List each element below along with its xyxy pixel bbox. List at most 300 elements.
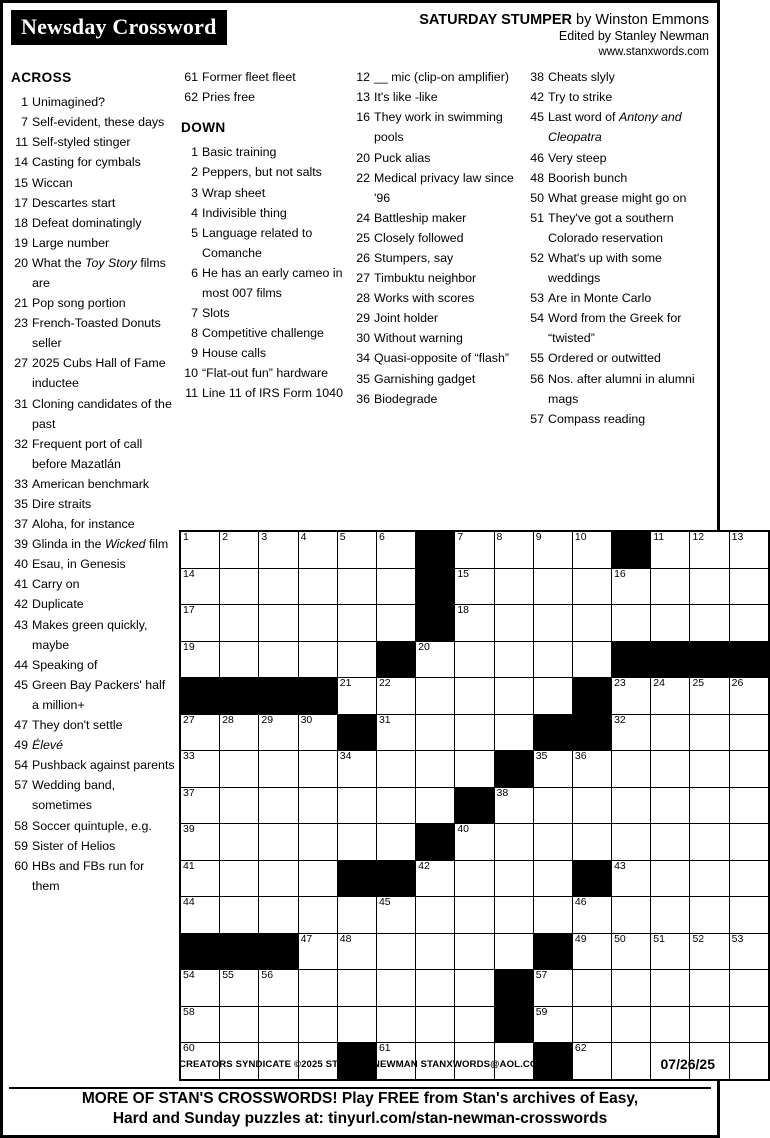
clue-item[interactable] — [11, 836, 175, 856]
grid-cell[interactable] — [337, 678, 376, 715]
grid-cell[interactable] — [651, 678, 690, 715]
grid-cell[interactable] — [298, 860, 337, 897]
grid-cell[interactable] — [729, 531, 769, 568]
clue-item[interactable] — [11, 253, 175, 293]
clue-item[interactable] — [11, 92, 175, 112]
grid-cell[interactable] — [220, 824, 259, 861]
grid-cell[interactable] — [651, 531, 690, 568]
clue-number: 42 — [14, 597, 28, 612]
clue-item[interactable] — [527, 369, 705, 409]
grid-cell[interactable] — [298, 751, 337, 788]
grid-cell[interactable] — [612, 897, 651, 934]
clue-text: Green Bay Packers' half a million+ — [32, 677, 166, 712]
grid-cell[interactable] — [572, 531, 611, 568]
clue-item[interactable] — [11, 353, 175, 393]
grid-cell[interactable] — [729, 678, 769, 715]
grid-cell[interactable] — [220, 1006, 259, 1043]
grid-cell[interactable] — [259, 605, 298, 642]
grid-cell[interactable] — [455, 751, 494, 788]
clue-item[interactable] — [353, 228, 521, 248]
grid-cell[interactable] — [612, 678, 651, 715]
grid-cell-number: 55 — [222, 969, 234, 981]
grid-cell[interactable] — [298, 787, 337, 824]
clue-item[interactable] — [527, 348, 705, 368]
grid-cell[interactable] — [298, 641, 337, 678]
grid-cell[interactable] — [298, 970, 337, 1007]
grid-cell[interactable] — [612, 860, 651, 897]
grid-cell[interactable] — [494, 897, 533, 934]
grid-cell[interactable] — [416, 714, 455, 751]
clue-item[interactable] — [353, 288, 521, 308]
grid-cell[interactable] — [220, 568, 259, 605]
clue-item[interactable] — [527, 409, 705, 429]
clue-item[interactable] — [11, 675, 175, 715]
grid-cell[interactable] — [572, 605, 611, 642]
clue-number: 29 — [356, 311, 370, 326]
grid-cell[interactable] — [376, 568, 415, 605]
grid-cell[interactable] — [729, 751, 769, 788]
grid-cell[interactable] — [376, 933, 415, 970]
masthead-title: Newsday Crossword — [11, 10, 227, 45]
clue-item[interactable] — [353, 148, 521, 168]
grid-cell[interactable] — [259, 860, 298, 897]
grid-cell[interactable] — [729, 605, 769, 642]
grid-cell[interactable] — [533, 860, 572, 897]
grid-row — [180, 678, 769, 715]
grid-cell[interactable] — [220, 897, 259, 934]
clue-text: Wiccan — [32, 175, 73, 190]
grid-cell[interactable] — [259, 714, 298, 751]
grid-cell[interactable] — [690, 531, 729, 568]
grid-cell[interactable] — [376, 1006, 415, 1043]
clue-item[interactable] — [11, 534, 175, 554]
clue-item[interactable] — [181, 162, 347, 182]
clue-item[interactable] — [353, 328, 521, 348]
grid-cell[interactable] — [180, 787, 220, 824]
grid-cell[interactable] — [729, 787, 769, 824]
grid-cell[interactable] — [729, 824, 769, 861]
clue-item[interactable] — [11, 494, 175, 514]
grid-cell[interactable] — [180, 897, 220, 934]
grid-cell[interactable] — [376, 970, 415, 1007]
grid-cell[interactable] — [220, 860, 259, 897]
grid-cell[interactable] — [572, 897, 611, 934]
grid-cell[interactable] — [612, 605, 651, 642]
clue-text: House calls — [202, 346, 267, 361]
grid-block — [494, 1006, 533, 1043]
grid-cell[interactable] — [337, 897, 376, 934]
grid-cell[interactable] — [533, 751, 572, 788]
clue-text: They don't settle — [32, 718, 123, 733]
grid-cell[interactable] — [651, 860, 690, 897]
grid-row — [180, 568, 769, 605]
grid-cell[interactable] — [651, 787, 690, 824]
grid-cell[interactable] — [690, 751, 729, 788]
grid-cell[interactable] — [337, 605, 376, 642]
grid-cell[interactable] — [416, 860, 455, 897]
clue-text: Dire straits — [32, 497, 92, 512]
crossword-grid-wrapper[interactable] — [179, 530, 744, 1081]
grid-cell[interactable] — [572, 787, 611, 824]
grid-cell[interactable] — [416, 787, 455, 824]
grid-cell[interactable] — [533, 1006, 572, 1043]
grid-cell[interactable] — [651, 605, 690, 642]
grid-cell-number: 2 — [222, 531, 229, 543]
grid-cell[interactable] — [572, 824, 611, 861]
grid-cell[interactable] — [651, 824, 690, 861]
grid-cell[interactable] — [494, 824, 533, 861]
clue-text: Self-evident, these days — [32, 115, 165, 130]
clue-item[interactable] — [527, 67, 705, 87]
clue-item[interactable] — [353, 208, 521, 228]
grid-cell[interactable] — [533, 641, 572, 678]
grid-cell[interactable] — [298, 933, 337, 970]
grid-cell[interactable] — [572, 970, 611, 1007]
clue-item[interactable] — [181, 223, 347, 263]
grid-cell[interactable] — [298, 1006, 337, 1043]
grid-cell[interactable] — [494, 678, 533, 715]
grid-cell[interactable] — [612, 933, 651, 970]
grid-cell[interactable] — [259, 824, 298, 861]
clue-item[interactable] — [11, 112, 175, 132]
grid-cell[interactable] — [455, 897, 494, 934]
clue-item[interactable] — [11, 173, 175, 193]
grid-cell[interactable] — [416, 641, 455, 678]
grid-cell[interactable] — [651, 751, 690, 788]
down-heading: DOWN — [181, 120, 226, 136]
clue-text: Indivisible thing — [202, 205, 287, 220]
clue-item[interactable] — [527, 248, 705, 288]
clue-number: 45 — [530, 110, 544, 125]
grid-cell[interactable] — [337, 641, 376, 678]
grid-cell[interactable] — [180, 970, 220, 1007]
clue-item[interactable] — [11, 313, 175, 353]
grid-cell[interactable] — [612, 714, 651, 751]
grid-cell[interactable] — [690, 787, 729, 824]
grid-cell[interactable] — [455, 860, 494, 897]
grid-cell[interactable] — [376, 897, 415, 934]
clue-number: 11 — [15, 135, 28, 150]
clue-item[interactable] — [353, 248, 521, 268]
clue-text: Peppers, but not salts — [202, 165, 322, 180]
clue-item[interactable] — [353, 107, 521, 147]
clue-number: 34 — [356, 351, 370, 366]
grid-cell[interactable] — [690, 678, 729, 715]
clue-item[interactable] — [11, 554, 175, 574]
grid-cell[interactable] — [729, 568, 769, 605]
grid-cell[interactable] — [494, 568, 533, 605]
grid-cell[interactable] — [455, 641, 494, 678]
grid-cell[interactable] — [337, 531, 376, 568]
clue-item[interactable] — [11, 193, 175, 213]
clue-number: 32 — [14, 436, 28, 451]
grid-cell[interactable] — [220, 787, 259, 824]
clue-item[interactable] — [527, 107, 705, 147]
grid-cell[interactable] — [455, 824, 494, 861]
clue-item[interactable] — [353, 348, 521, 368]
grid-cell[interactable] — [651, 568, 690, 605]
grid-cell[interactable] — [455, 568, 494, 605]
clue-item[interactable] — [181, 87, 347, 107]
grid-cell[interactable] — [455, 605, 494, 642]
grid-cell[interactable] — [220, 531, 259, 568]
grid-cell[interactable] — [298, 605, 337, 642]
grid-cell[interactable] — [220, 751, 259, 788]
grid-cell[interactable] — [455, 714, 494, 751]
grid-cell[interactable] — [376, 678, 415, 715]
grid-cell[interactable] — [494, 605, 533, 642]
grid-cell[interactable] — [220, 970, 259, 1007]
grid-cell[interactable] — [455, 1006, 494, 1043]
grid-cell[interactable] — [612, 787, 651, 824]
clue-text: Wrap sheet — [202, 185, 266, 200]
grid-cell[interactable] — [612, 824, 651, 861]
grid-cell[interactable] — [533, 824, 572, 861]
clue-text: Large number — [32, 235, 110, 250]
grid-cell[interactable] — [651, 970, 690, 1007]
grid-cell[interactable] — [572, 1006, 611, 1043]
clue-item[interactable] — [11, 594, 175, 614]
grid-cell[interactable] — [690, 714, 729, 751]
clue-item[interactable] — [527, 308, 705, 348]
grid-cell[interactable] — [376, 751, 415, 788]
grid-cell[interactable] — [259, 1006, 298, 1043]
down-clue-list-part3 — [527, 67, 705, 429]
clue-item[interactable] — [11, 755, 175, 775]
clue-item[interactable] — [11, 213, 175, 233]
grid-cell[interactable] — [455, 933, 494, 970]
grid-cell[interactable] — [337, 824, 376, 861]
grid-cell[interactable] — [533, 787, 572, 824]
grid-cell[interactable] — [572, 568, 611, 605]
grid-cell[interactable] — [533, 531, 572, 568]
grid-cell[interactable] — [533, 605, 572, 642]
grid-cell[interactable] — [180, 641, 220, 678]
grid-cell[interactable] — [651, 933, 690, 970]
grid-cell[interactable] — [533, 678, 572, 715]
grid-cell[interactable] — [690, 1006, 729, 1043]
grid-cell[interactable] — [259, 897, 298, 934]
grid-cell[interactable] — [416, 1006, 455, 1043]
clue-item[interactable] — [353, 168, 521, 208]
clue-item[interactable] — [527, 288, 705, 308]
grid-cell-number: 28 — [222, 713, 234, 726]
grid-cell[interactable] — [455, 970, 494, 1007]
clue-item[interactable] — [353, 308, 521, 328]
grid-cell[interactable] — [651, 714, 690, 751]
grid-cell[interactable] — [180, 531, 220, 568]
clue-item[interactable] — [527, 188, 705, 208]
grid-cell[interactable] — [690, 605, 729, 642]
clue-item[interactable] — [181, 67, 347, 87]
grid-cell[interactable] — [612, 751, 651, 788]
grid-cell[interactable] — [259, 568, 298, 605]
clue-item[interactable] — [181, 303, 347, 323]
grid-cell[interactable] — [337, 787, 376, 824]
clue-item[interactable] — [11, 856, 175, 896]
clue-item[interactable] — [353, 87, 521, 107]
grid-cell[interactable] — [337, 933, 376, 970]
grid-cell[interactable] — [337, 751, 376, 788]
grid-cell[interactable] — [533, 897, 572, 934]
grid-cell[interactable] — [690, 933, 729, 970]
grid-cell[interactable] — [572, 751, 611, 788]
grid-cell[interactable] — [180, 824, 220, 861]
grid-row — [180, 531, 769, 568]
grid-cell[interactable] — [494, 933, 533, 970]
clue-item[interactable] — [11, 816, 175, 836]
grid-cell[interactable] — [690, 568, 729, 605]
grid-cell[interactable] — [455, 678, 494, 715]
grid-cell[interactable] — [729, 970, 769, 1007]
clue-item[interactable] — [11, 394, 175, 434]
clue-item[interactable] — [181, 183, 347, 203]
clue-text: Basic training — [202, 145, 277, 160]
grid-cell[interactable] — [259, 787, 298, 824]
clue-number: 56 — [530, 371, 544, 386]
grid-cell[interactable] — [651, 1006, 690, 1043]
grid-cell[interactable] — [690, 860, 729, 897]
clue-number: 5 — [191, 225, 198, 240]
clue-item[interactable] — [527, 148, 705, 168]
clue-item[interactable] — [181, 142, 347, 162]
grid-cell[interactable] — [259, 751, 298, 788]
grid-cell[interactable] — [494, 641, 533, 678]
grid-cell[interactable] — [180, 714, 220, 751]
clue-item[interactable] — [181, 363, 347, 383]
clue-number: 19 — [14, 235, 28, 250]
clue-item[interactable] — [11, 615, 175, 655]
clue-item[interactable] — [11, 735, 175, 755]
grid-cell[interactable] — [220, 605, 259, 642]
grid-cell[interactable] — [612, 970, 651, 1007]
clue-item[interactable] — [11, 293, 175, 313]
grid-cell[interactable] — [220, 641, 259, 678]
grid-cell[interactable] — [180, 568, 220, 605]
clue-item[interactable] — [11, 715, 175, 735]
clue-text: Cloning candidates of the past — [32, 396, 172, 431]
grid-cell[interactable] — [572, 641, 611, 678]
clue-item[interactable] — [527, 168, 705, 188]
grid-cell[interactable] — [220, 714, 259, 751]
clue-item[interactable] — [11, 132, 175, 152]
grid-cell-number: 44 — [183, 896, 195, 908]
grid-cell[interactable] — [729, 1006, 769, 1043]
clue-text: Frequent port of call before Mazatlán — [32, 436, 143, 471]
clue-item[interactable] — [181, 323, 347, 343]
grid-cell[interactable] — [494, 714, 533, 751]
grid-cell[interactable] — [376, 714, 415, 751]
grid-cell[interactable] — [416, 970, 455, 1007]
grid-cell[interactable] — [180, 605, 220, 642]
grid-cell[interactable] — [180, 1006, 220, 1043]
clue-text: He has an early cameo in most 007 films — [202, 265, 343, 300]
clue-item[interactable] — [11, 775, 175, 815]
clue-item[interactable] — [181, 383, 347, 403]
clue-text: HBs and FBs run for them — [32, 858, 145, 893]
clue-item[interactable] — [527, 87, 705, 107]
clue-text: Unimagined? — [32, 95, 106, 110]
grid-cell[interactable] — [337, 1006, 376, 1043]
grid-cell[interactable] — [455, 531, 494, 568]
clue-item[interactable] — [11, 514, 175, 534]
grid-cell[interactable] — [416, 897, 455, 934]
clue-number: 18 — [14, 215, 28, 230]
grid-cell[interactable] — [690, 897, 729, 934]
grid-cell-number: 61 — [378, 1042, 391, 1054]
clue-item[interactable] — [11, 574, 175, 594]
clue-item[interactable] — [181, 263, 347, 303]
grid-cell[interactable] — [690, 824, 729, 861]
grid-cell[interactable] — [298, 531, 337, 568]
grid-cell[interactable] — [180, 860, 220, 897]
clue-item[interactable] — [181, 343, 347, 363]
grid-cell[interactable] — [180, 751, 220, 788]
clue-item[interactable] — [353, 268, 521, 288]
grid-cell[interactable] — [376, 787, 415, 824]
clue-item[interactable] — [527, 208, 705, 248]
grid-cell[interactable] — [572, 933, 611, 970]
grid-cell[interactable] — [533, 568, 572, 605]
grid-cell[interactable] — [416, 933, 455, 970]
grid-cell[interactable] — [416, 751, 455, 788]
grid-cell[interactable] — [298, 897, 337, 934]
grid-cell[interactable] — [729, 860, 769, 897]
grid-cell[interactable] — [729, 714, 769, 751]
grid-cell[interactable] — [298, 714, 337, 751]
grid-cell[interactable] — [729, 1043, 769, 1080]
clue-item[interactable] — [11, 655, 175, 675]
grid-cell[interactable] — [376, 824, 415, 861]
grid-cell[interactable] — [494, 531, 533, 568]
grid-cell[interactable] — [729, 933, 769, 970]
grid-cell[interactable] — [729, 897, 769, 934]
grid-cell[interactable] — [259, 641, 298, 678]
clue-item[interactable] — [181, 203, 347, 223]
grid-cell-number: 10 — [574, 531, 587, 543]
grid-cell[interactable] — [612, 568, 651, 605]
grid-cell[interactable] — [376, 531, 415, 568]
clue-item[interactable] — [11, 233, 175, 253]
grid-cell[interactable] — [337, 970, 376, 1007]
clue-text: Pop song portion — [32, 296, 126, 311]
clue-item[interactable] — [11, 474, 175, 494]
grid-cell[interactable] — [533, 970, 572, 1007]
grid-cell[interactable] — [416, 678, 455, 715]
grid-cell[interactable] — [259, 531, 298, 568]
clue-item[interactable] — [11, 434, 175, 474]
grid-cell[interactable] — [259, 970, 298, 1007]
clue-number: 17 — [14, 195, 28, 210]
clue-item[interactable] — [353, 389, 521, 409]
grid-cell[interactable] — [690, 970, 729, 1007]
clue-item[interactable] — [11, 152, 175, 172]
grid-cell-number: 45 — [378, 896, 391, 908]
grid-cell[interactable] — [337, 568, 376, 605]
grid-cell-number: 19 — [183, 640, 195, 653]
clue-item[interactable] — [353, 67, 521, 87]
grid-cell[interactable] — [298, 824, 337, 861]
grid-cell[interactable] — [298, 568, 337, 605]
crossword-grid[interactable] — [179, 530, 770, 1081]
grid-cell[interactable] — [494, 860, 533, 897]
clue-number: 48 — [530, 170, 544, 185]
clue-item[interactable] — [353, 369, 521, 389]
grid-cell[interactable] — [651, 897, 690, 934]
grid-cell[interactable] — [612, 1006, 651, 1043]
grid-cell[interactable] — [376, 605, 415, 642]
grid-cell[interactable] — [494, 787, 533, 824]
